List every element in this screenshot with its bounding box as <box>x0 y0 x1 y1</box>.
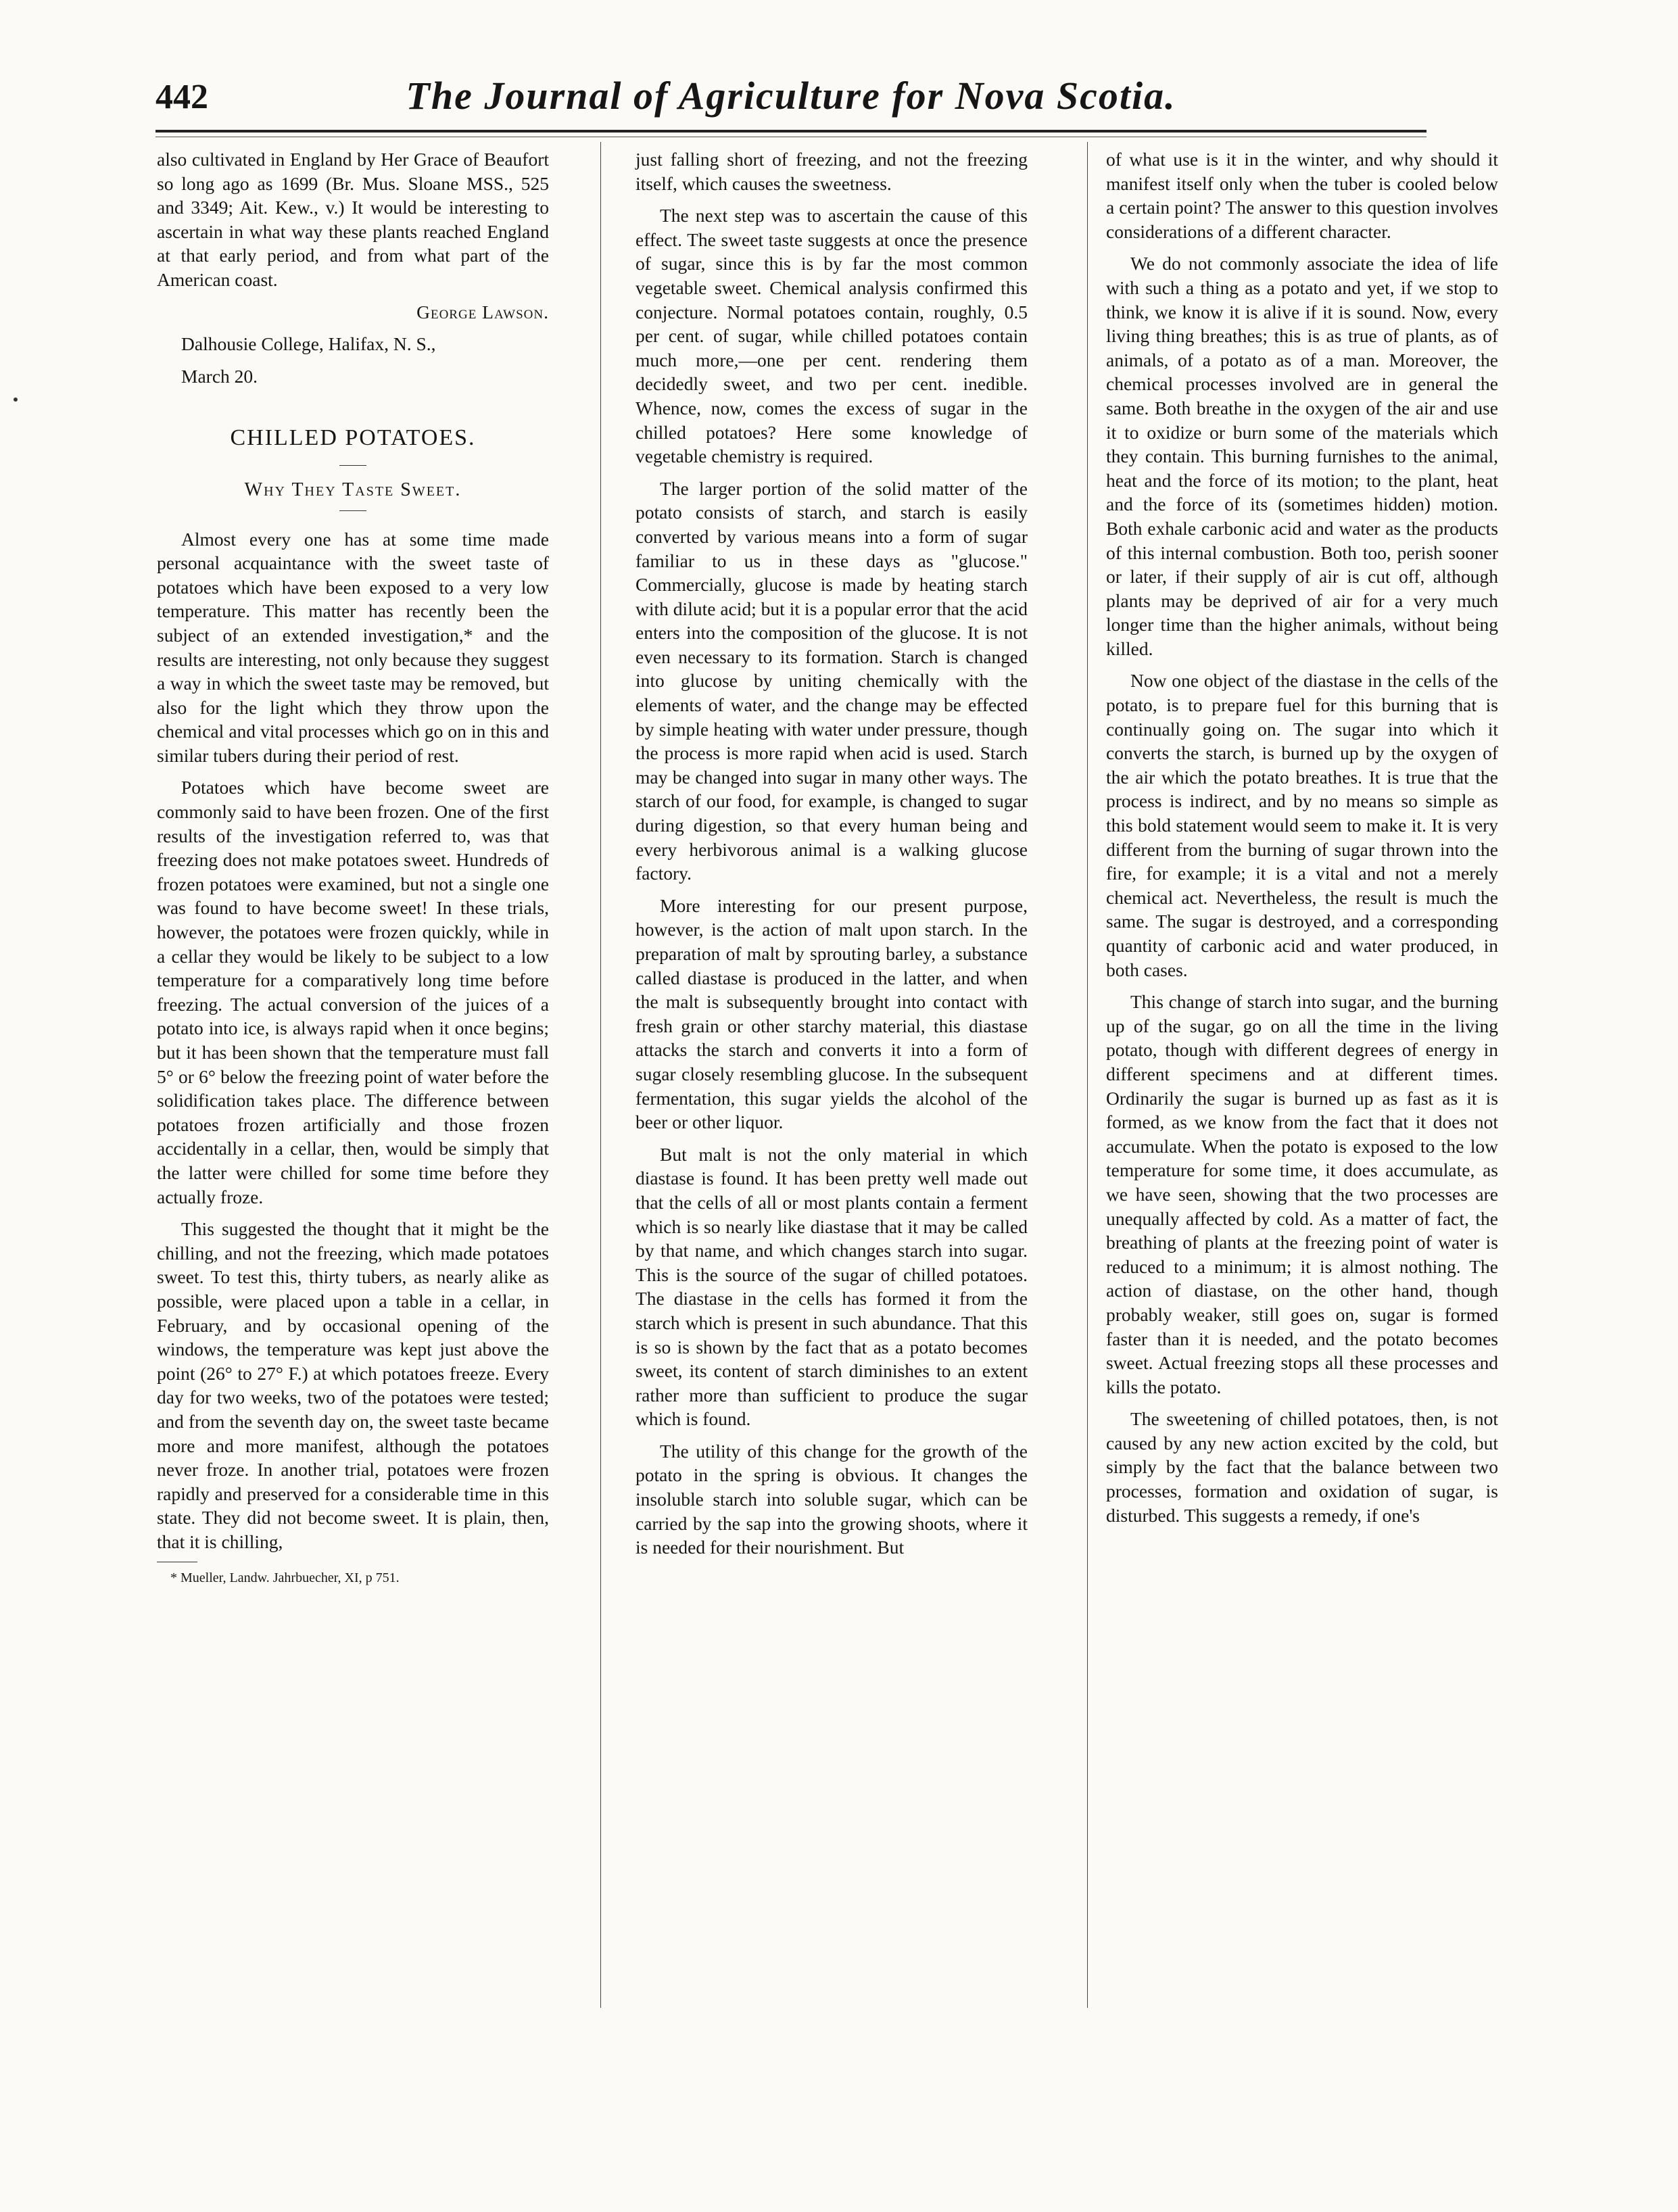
header-rule <box>155 130 1427 133</box>
paragraph: Almost every one has at some time made personal acquaintance with the sweet taste of potatoes which have been exposed to a very low temperature. This matter has recently been the subject of an extended investigation,* and the results are interesting, not only because they suggest a way in which the sweet taste may be removed, but also for the light which they throw upon the chemical and vital processes which go on in this and similar tubers during their period of rest. <box>157 528 549 766</box>
article-title: CHILLED POTATOES. <box>230 425 476 451</box>
article-subtitle: Why They Taste Sweet. <box>244 479 462 500</box>
column-3 <box>1106 147 1498 1535</box>
margin-mark <box>14 398 18 402</box>
author-date: March 20. <box>181 365 258 387</box>
paragraph: Potatoes which have become sweet are commonly said to have been frozen. One of the first results of the investigation referred to, was that freezing does not make potatoes sweet. Hundreds of frozen potatoes were examined, but not a single one was found to have become sweet! In these trials, however, the potatoes were frozen quickly, while in a cellar they would be likely to be subject to a low temperature for a comparatively long time before freezing. The actual conversion of the juices of a potato into ice, is always rapid when it once begins; but it has been shown that the temperature must fall 5° or 6° below the freezing point of water before the solidification takes place. The difference between potatoes frozen artificially and those frozen accidentally in a cellar, then, would be simply that the latter were chilled for some time before they actually froze. <box>157 777 549 1207</box>
page-number: 442 <box>155 78 208 116</box>
paragraph: This suggested the thought that it might be the chilling, and not the freezing, which made potatoes sweet. To test this, thirty tubers, as nearly alike as possible, were placed upon a table in a cellar, in February, and by occasional opening of the windows, the temperature was kept just above the point (26° to 27° F.) at which potatoes freeze. Every day for two weeks, two of the potatoes were tested; and from the seventh day on, the sweet taste became more and more manifest, although the potatoes never froze. In another trial, potatoes were frozen rapidly and preserved for a considerable time in this state. They did not become sweet. It is plain, then, that it is chilling, <box>157 1218 549 1552</box>
journal-title: The Journal of Agriculture for Nova Scotia. <box>406 74 1176 118</box>
column-1 <box>157 147 549 1587</box>
author-signature: George Lawson. <box>416 301 549 322</box>
column-divider <box>600 142 601 2008</box>
paragraph: also cultivated in England by Her Grace of Beaufort so long ago as 1699 (Br. Mus. Sloane MSS., 525 and 3349; Ait. Kew., v.) It would be interesting to ascertain in what way these plants reached England at that early period, and from what part of the American coast. <box>157 149 549 290</box>
paragraph: The utility of this change for the growth of the potato in the spring is obvious. It changes the insoluble starch into soluble sugar, which can be carried by the sap into the growing shoots, where it is needed for their nourishment. But <box>636 1440 1028 1558</box>
paragraph: just falling short of freezing, and not the freezing itself, which causes the sweetness. <box>636 149 1028 194</box>
paragraph: We do not commonly associate the idea of life with such a thing as a potato and yet, if we stop to think, we know it is alive if it is sound. Now, every living thing breathes; this is as true of plants, as of animals, of a potato as of a man. Moreover, the chemical processes involved are in general the same. Both breathe in the oxygen of the air and use it to oxidize or burn some of the materials which they contain. This burning furnishes to the animal, heat and the force of its motion; to the plant, heat and the force of its (sometimes hidden) motion. Both exhale carbonic acid and water as the products of this internal combustion. Both too, perish sooner or later, if their supply of air is cut off, although plants may be deprived of air for a very much longer time than the higher animals, without being killed. <box>1106 253 1498 659</box>
paragraph: The sweetening of chilled potatoes, then, is not caused by any new action excited by the cold, but simply by the fact that the balance between two processes, formation and oxidation of sugar, is disturbed. This suggests a remedy, if one's <box>1106 1408 1498 1526</box>
paragraph: The larger portion of the solid matter of the potato consists of starch, and starch is easily converted by various means into a form of sugar familiar to us in these days as "glucose." Commercially, glucose is made by heating starch with dilute acid; but it is a popular error that the acid enters into the composition of the glucose. It is not even necessary to its formation. Starch is changed into glucose by uniting chemically with the elements of water, and the change may be effected by simple heating with water under pressure, though the process is more rapid when acid is used. Starch may be changed into sugar in many other ways. The starch of our food, for example, is changed to sugar during digestion, so that every human being and every herbivorous animal is a walking glucose factory. <box>636 477 1028 884</box>
column-2 <box>636 147 1028 1568</box>
paragraph: More interesting for our present purpose, however, is the action of malt upon starch. In the preparation of malt by sprouting barley, a substance called diastase is produced in the latter, and when the malt is subsequently brought into contact with fresh grain or other starchy material, this diastase attacks the starch and converts it into a form of sugar closely resembling glucose. In the subsequent fermentation, this sugar yields the alcohol of the beer or other liquor. <box>636 894 1028 1133</box>
author-location: Dalhousie College, Halifax, N. S., <box>181 333 436 355</box>
footnote: * Mueller, Landw. Jahrbuecher, XI, p 751. <box>170 1570 400 1586</box>
column-divider <box>1087 142 1088 2008</box>
subtitle-dash <box>339 510 366 511</box>
paragraph: The next step was to ascertain the cause of this effect. The sweet taste suggests at once the presence of sugar, since this is by far the most common vegetable sweet. Chemical analysis confirmed this conjecture. Normal potatoes contain, roughly, 0.5 per cent. of sugar, while chilled potatoes contain much more,—one per cent. rendering them decidedly sweet, and two per cent. inedible. Whence, now, comes the excess of sugar in the chilled potatoes? Here some knowledge of vegetable chemistry is required. <box>636 205 1028 467</box>
paragraph: Now one object of the diastase in the cells of the potato, is to prepare fuel for this burning that is continually going on. The sugar into which it converts the starch, is burned up by the oxygen of the air which the potato breathes. It is true that the process is indirect, and by no means so simple as this bold statement would seem to make it. It is very different from the burning of sugar thrown into the fire, for example; it is a vital and not a merely chemical act. Nevertheless, the result is much the same. The sugar is destroyed, and a corresponding quantity of carbonic acid and water produced, in both cases. <box>1106 670 1498 980</box>
paragraph: But malt is not the only material in which diastase is found. It has been pretty well made out that the cells of all or most plants contain a ferment which is so nearly like diastase that it may be called by that name, and which changes starch into sugar. This is the source of the sugar of chilled potatoes. The diastase in the cells has formed it from the starch which is present in such abundance. That this is so is shown by the fact that as a potato becomes sweet, its content of starch diminishes to an extent rather more than sufficient to produce the sugar which is found. <box>636 1143 1028 1430</box>
page-header <box>155 73 1427 127</box>
paragraph: This change of starch into sugar, and the burning up of the sugar, go on all the time in the living potato, though with different degrees of energy in different specimens and at different times. Ordinarily the sugar is burned up as fast as it is formed, as we know from the fact that it does not accumulate. When the potato is exposed to the low temperature for some time, it does accumulate, as we have seen, showing that the two processes are unequally affected by cold. As a matter of fact, the breathing of plants at the freezing point of water is reduced to a minimum; it is almost nothing. The action of diastase, on the other hand, though probably weaker, still goes on, sugar is formed faster than it is needed, and the potato becomes sweet. Actual freezing stops all these processes and kills the potato. <box>1106 991 1498 1397</box>
title-dash <box>339 465 366 466</box>
paragraph: of what use is it in the winter, and why should it manifest itself only when the tuber is cooled below a certain point? The answer to this question involves considerations of a different character. <box>1106 149 1498 242</box>
